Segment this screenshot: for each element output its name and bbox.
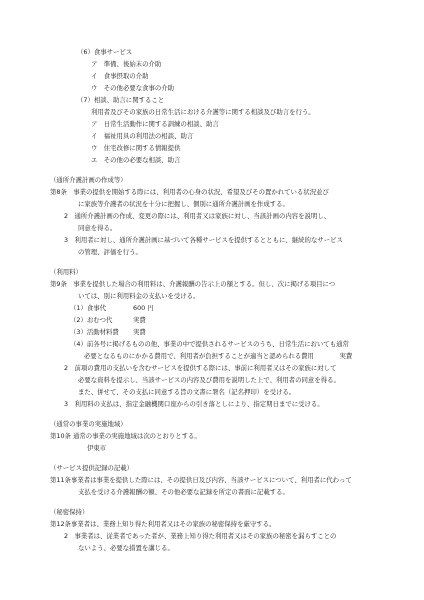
article-text: 第10条 通常の事業の実施地域は次のとおりとする。: [50, 432, 201, 440]
article-text: 必要な資料を提示し、当該サービスの内容及び費用を説明した上で、利用者の同意を得る。: [78, 376, 340, 384]
article-text: 同意を得る。: [78, 224, 117, 232]
article-text: また、併せて、その支払に同意する旨の文書に署名（記名押印）を受ける。: [78, 388, 296, 396]
article-text: の管理、評価を行う。: [78, 248, 142, 256]
article-title: （利用料）: [50, 268, 82, 276]
fee-label: （2）おむつ代: [70, 316, 113, 324]
fee-value: 実費: [133, 316, 146, 324]
article-text: 2 前項の費用の支払いを含むサービスを提供する際には、事前に利用者又はその家族に対して: [64, 364, 337, 372]
service-area: 伊東市: [87, 444, 107, 452]
meals-item: ア 準備、後始末の介助: [91, 60, 162, 68]
article-text: 3 利用料の支払は、指定金融機関口座からの引き落としにより、指定期日までに受ける。: [64, 400, 324, 408]
article-text: 第8条 事業の提供を開始する際には、利用者の心身の状況、希望及びその置かれている状況並び: [50, 188, 329, 196]
article-text: 2 通所介護計画の作成、変更の際には、利用者又は家族に対し、当該計画の内容を説明し、: [64, 212, 331, 220]
article-title: （通常の事業の実施地域）: [50, 420, 127, 428]
article-text: ないよう、必要な措置を講じる。: [78, 544, 174, 552]
consult-item: イ 福祉用具の利用法の相談、助言: [91, 132, 194, 140]
consult-item: ウ 住宅改修に関する情報提供: [91, 144, 181, 152]
article-text: 3 利用者に対し、通所介護計画に基づいて各種サービスを提供するとともに、継続的なサービス: [64, 236, 343, 244]
section-heading-consult: （7）相談、助言に関すること: [77, 96, 165, 104]
fee-label: （1）食事代: [70, 304, 107, 312]
article-text: 支払を受ける介護報酬の額、その他必要な記録を所定の書面に記載する。: [78, 488, 289, 496]
article-title: （通所介護計画の作成等）: [50, 176, 127, 184]
article-text: 第12条事業者は、業務上知り得た利用者又はその家族の秘密保持を厳守する。: [50, 520, 276, 528]
consult-intro: 利用者及びその家族の日常生活における介護等に関する相談及び助言を行う。: [91, 108, 315, 116]
meals-item: イ 食事摂取の介助: [91, 72, 149, 80]
meals-item: ウ その他必要な食事の介助: [91, 84, 175, 92]
fee-value: 実費: [133, 328, 146, 336]
article-text: （4）前各号に掲げるものの他、事業の中で提供されるサービスのうち、日常生活においても通常: [70, 340, 349, 348]
consult-item: ア 日常生活動作に関する訓練の相談、助言: [91, 120, 219, 128]
consult-item: エ その他の必要な相談、助言: [91, 156, 181, 164]
article-title: （サービス提供記録の記載）: [50, 464, 134, 472]
section-heading-meals: （6）食事サービス: [77, 48, 133, 56]
fee-value: 600 円: [133, 304, 154, 312]
article-text: に家族等介護者の状況を十分に把握し、個別に通所介護計画を作成する。: [78, 200, 289, 208]
article-text: 第9条 事業を提供した場合の利用料は、介護報酬の告示上の額とする。但し、次に掲げる項目につ: [50, 280, 336, 288]
article-text: 第11条事業者は事業を提供した際には、その提供日及び内容、当該サービスについて、利用者に代わって: [50, 476, 352, 484]
article-text: いては、別に利用料金の支払いを受ける。: [78, 292, 200, 300]
article-text: 2 事業者は、従業者であった者が、業務上知り得た利用者又はその家族の秘密を漏らすことの: [64, 532, 337, 540]
fee-label: （3）活動材料費: [70, 328, 119, 336]
article-text: 必要となるものにかかる費用で、利用者が負担することが適当と認められる費用 実費: [84, 352, 353, 360]
article-title: （秘密保持）: [50, 508, 89, 516]
